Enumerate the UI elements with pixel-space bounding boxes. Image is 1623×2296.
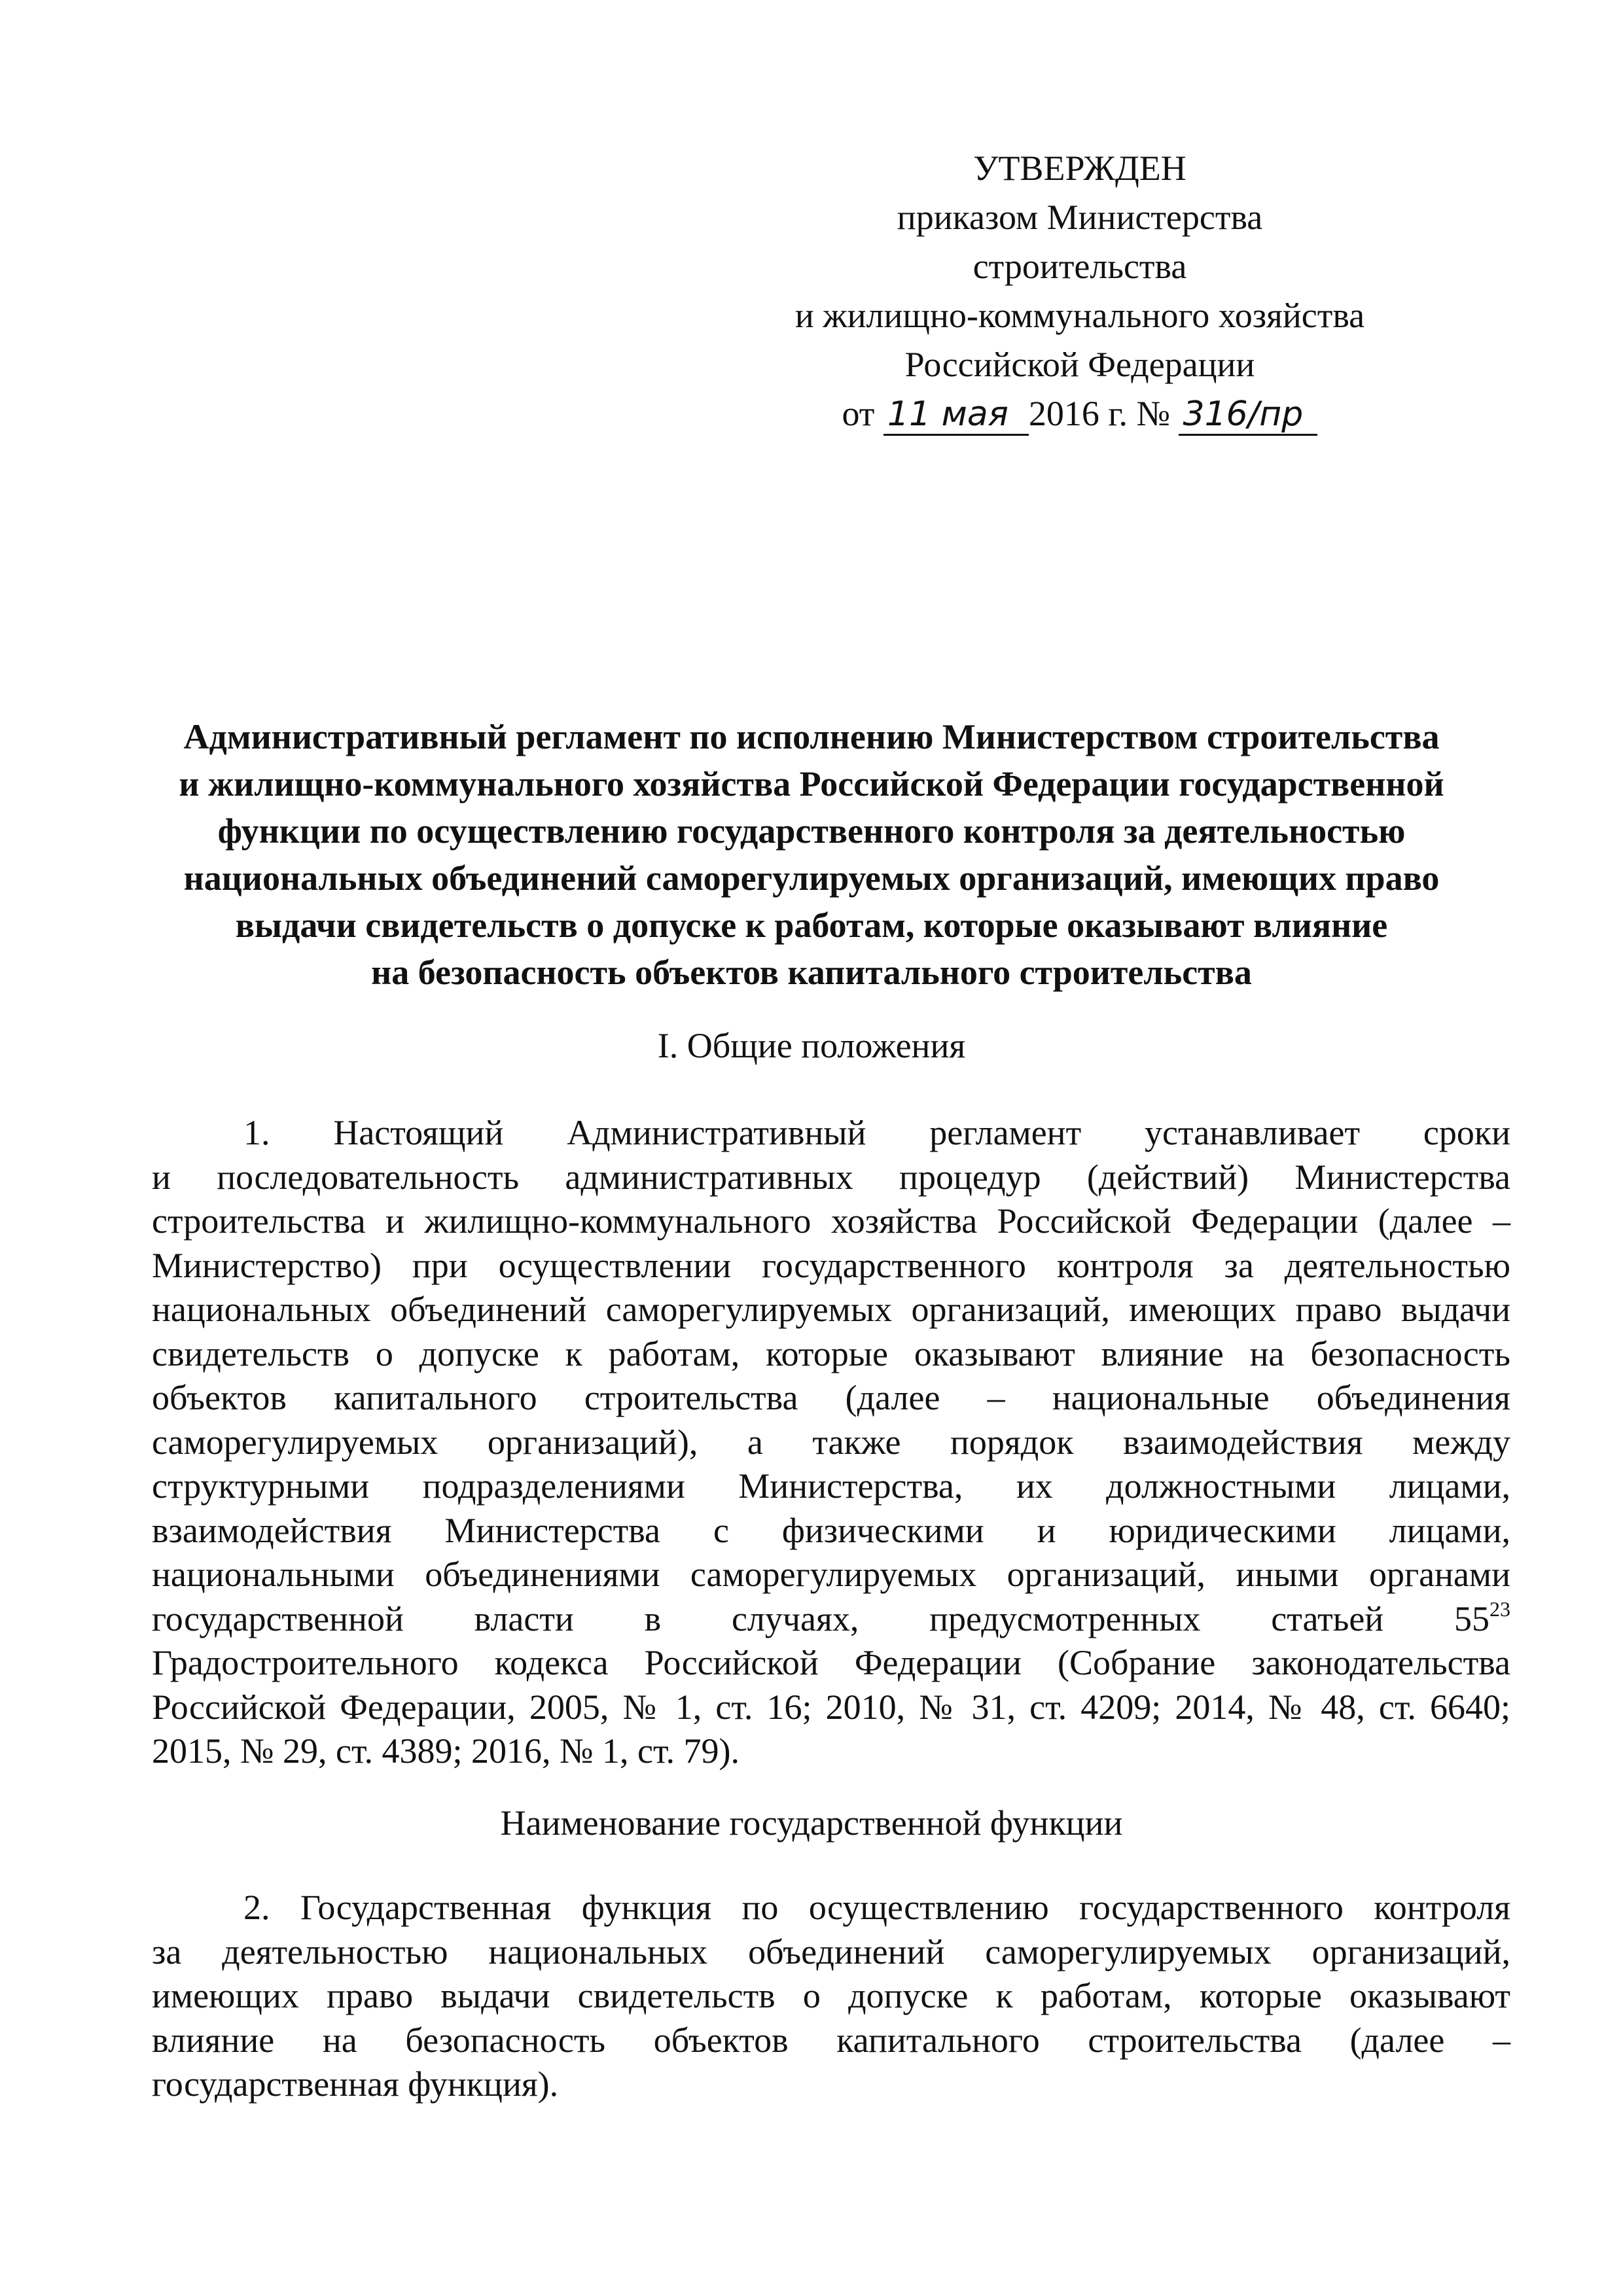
paragraph-line: Российской Федерации, 2005, № 1, ст. 16; 2010, № 31, ст. 4209; 2014, № 48, ст. 6640; xyxy=(152,1687,1510,1727)
title-line: национальных объединений саморегулируемых организаций, имеющих право xyxy=(183,858,1440,898)
paragraph-line: структурными подразделениями Министерства, их должностными лицами, xyxy=(152,1466,1510,1506)
title-line: выдачи свидетельств о допуске к работам, которые оказывают влияние xyxy=(235,906,1388,945)
title-line: и жилищно-коммунального хозяйства Российской Федерации государственной xyxy=(179,764,1444,804)
title-line: Административный регламент по исполнению Министерством строительства xyxy=(183,717,1440,756)
paragraph-line: национальными объединениями саморегулируемых организаций, иными органами xyxy=(152,1555,1510,1594)
paragraph-line: 1. Настоящий Административный регламент устанавливает сроки xyxy=(243,1113,1510,1152)
approval-line-3: и жилищно-коммунального хозяйства xyxy=(794,296,1365,335)
from-prefix: от xyxy=(842,394,875,433)
year-and-number-label: 2016 г. № xyxy=(1028,394,1170,433)
article-superscript: 23 xyxy=(1489,1597,1510,1621)
paragraph-line: Министерство) при осуществлении государственного контроля за деятельностью xyxy=(152,1245,1510,1285)
paragraph-line: саморегулируемых организаций), а также порядок взаимодействия между xyxy=(152,1422,1510,1462)
paragraph-line: 2015, № 29, ст. 4389; 2016, № 1, ст. 79). xyxy=(152,1731,740,1771)
paragraph-line: свидетельств о допуске к работам, которые оказывают влияние на безопасность xyxy=(152,1333,1510,1373)
paragraph-line: 2. Государственная функция по осуществлению государственного контроля xyxy=(243,1888,1510,1927)
approval-line-1: приказом Министерства xyxy=(897,198,1263,237)
approval-heading: УТВЕРЖДЕН xyxy=(973,149,1186,188)
paragraph-line: взаимодействия Министерства с физическими и юридическими лицами, xyxy=(152,1510,1510,1550)
approval-line-2: строительства xyxy=(972,247,1187,286)
paragraph-line: влияние на безопасность объектов капитального строительства (далее – xyxy=(152,2020,1510,2060)
paragraph-line: объектов капитального строительства (далее – национальные объединения xyxy=(152,1378,1510,1417)
approval-line-4: Российской Федерации xyxy=(904,345,1255,384)
section-heading-function-name: Наименование государственной функции xyxy=(500,1803,1123,1843)
document-title xyxy=(131,713,1492,996)
paragraph-line: национальных объединений саморегулируемых организаций, имеющих право выдачи xyxy=(152,1290,1510,1329)
paragraph-line: строительства и жилищно-коммунального хозяйства Российской Федерации (далее – xyxy=(152,1201,1510,1241)
title-line: на безопасность объектов капитального строительства xyxy=(371,953,1252,992)
section-heading-general: I. Общие положения xyxy=(657,1026,966,1065)
handwritten-date: 11 мая xyxy=(883,395,1029,436)
paragraph-line: Градостроительного кодекса Российской Федерации (Собрание законодательства xyxy=(152,1643,1510,1682)
paragraph-line: государственная функция). xyxy=(152,2064,559,2104)
paragraph-line-text: государственной власти в случаях, предусмотренных статьей 55 xyxy=(152,1598,1489,1638)
paragraph-2 xyxy=(152,1886,1510,2107)
approval-block xyxy=(733,144,1427,438)
approval-date-line xyxy=(733,389,1427,438)
paragraph-line: за деятельностью национальных объединений саморегулируемых организаций, xyxy=(152,1932,1510,1971)
paragraph-line-with-superscript xyxy=(152,1597,1510,1642)
paragraph-line: и последовательность административных процедур (действий) Министерства xyxy=(152,1157,1510,1197)
paragraph-1 xyxy=(152,1111,1510,1774)
paragraph-line: имеющих право выдачи свидетельств о допуске к работам, которые оказывают xyxy=(152,1976,1510,2015)
title-line: функции по осуществлению государственного контроля за деятельностью xyxy=(217,811,1406,851)
handwritten-order-number: 316/пр xyxy=(1179,395,1317,436)
